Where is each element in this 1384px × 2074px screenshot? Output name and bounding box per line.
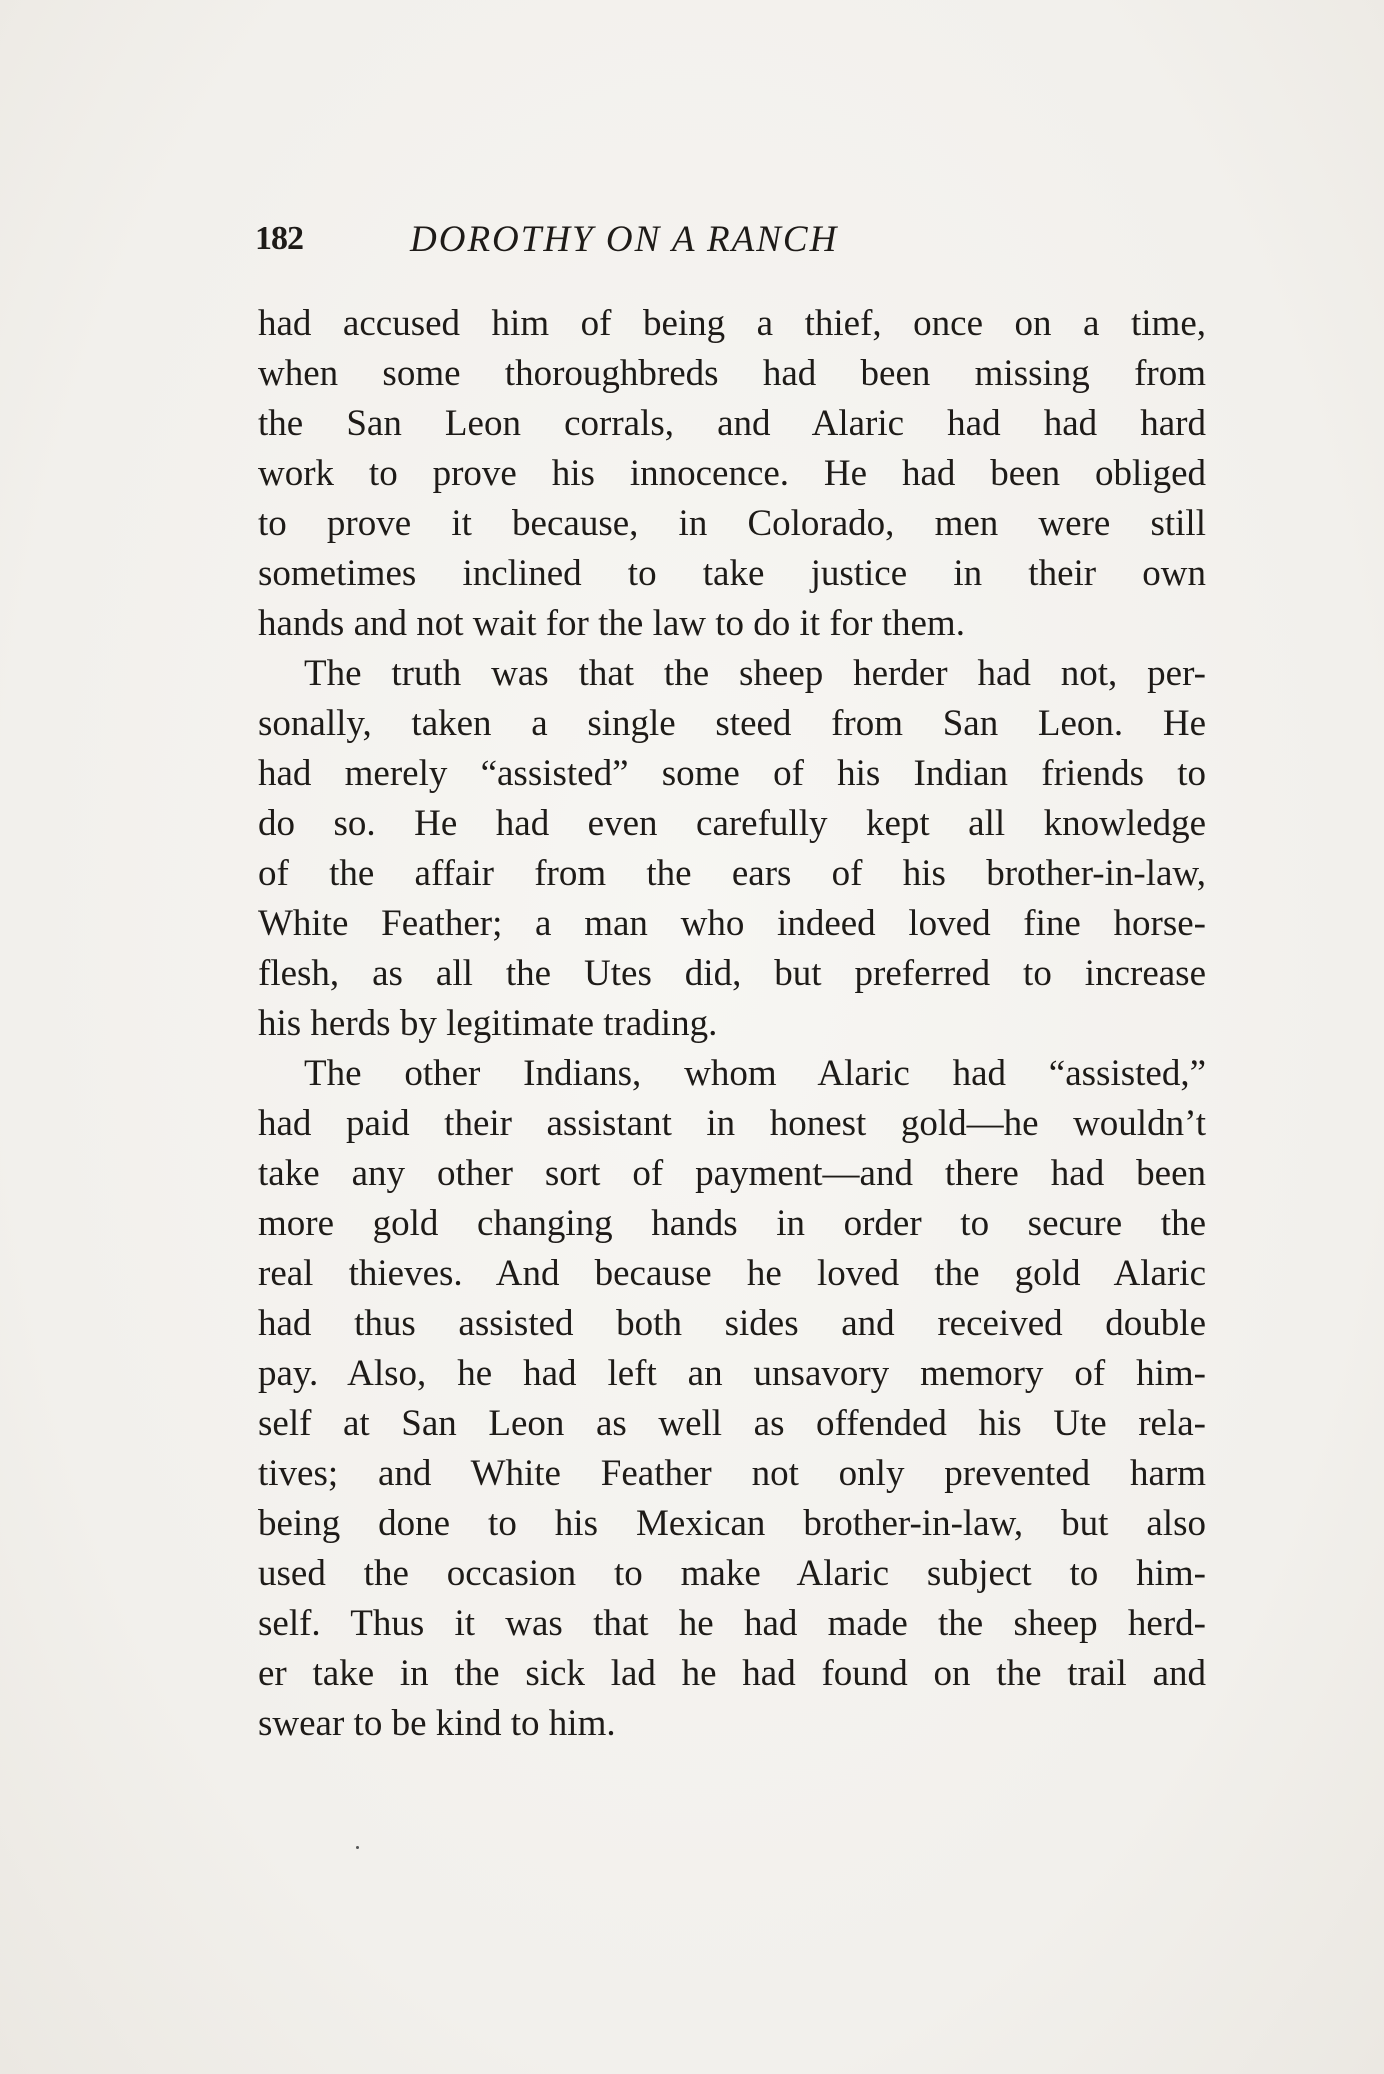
text-line: flesh, as all the Utes did, but preferred to increase xyxy=(258,953,1206,994)
text-line: hands and not wait for the law to do it for them. xyxy=(258,603,965,644)
page-number: 182 xyxy=(255,220,303,257)
text-line: more gold changing hands in order to secure the xyxy=(258,1203,1206,1244)
text-line: White Feather; a man who indeed loved fine horse- xyxy=(258,903,1206,944)
running-title: DOROTHY ON A RANCH xyxy=(410,219,839,260)
text-line: sometimes inclined to take justice in their own xyxy=(258,553,1206,594)
paragraph xyxy=(258,299,1206,649)
text-line: do so. He had even carefully kept all knowledge xyxy=(258,803,1206,844)
text-line: The other Indians, whom Alaric had “assisted,” xyxy=(304,1053,1206,1094)
text-line: had accused him of being a thief, once on a time, xyxy=(258,303,1206,344)
text-line: tives; and White Feather not only prevented harm xyxy=(258,1453,1206,1494)
text-line: self at San Leon as well as offended his Ute rela- xyxy=(258,1403,1206,1444)
text-line: had merely “assisted” some of his Indian friends to xyxy=(258,753,1206,794)
text-line: real thieves. And because he loved the gold Alaric xyxy=(258,1253,1206,1294)
text-line: had thus assisted both sides and received double xyxy=(258,1303,1206,1344)
text-line: The truth was that the sheep herder had not, per- xyxy=(304,653,1206,694)
text-line: the San Leon corrals, and Alaric had had hard xyxy=(258,403,1206,444)
text-line: of the affair from the ears of his brother-in-law, xyxy=(258,853,1206,894)
text-line: to prove it because, in Colorado, men were still xyxy=(258,503,1206,544)
text-line: sonally, taken a single steed from San Leon. He xyxy=(258,703,1206,744)
body-text xyxy=(258,299,1206,1749)
text-line: work to prove his innocence. He had been obliged xyxy=(258,453,1206,494)
text-line: take any other sort of payment—and there had been xyxy=(258,1153,1206,1194)
text-line: had paid their assistant in honest gold—he wouldn’t xyxy=(258,1103,1206,1144)
text-line: er take in the sick lad he had found on the trail and xyxy=(258,1653,1206,1694)
ink-speck xyxy=(356,1846,359,1849)
text-line: his herds by legitimate trading. xyxy=(258,1003,718,1044)
paragraph xyxy=(258,649,1206,1049)
text-line: pay. Also, he had left an unsavory memory of him- xyxy=(258,1353,1206,1394)
text-line: swear to be kind to him. xyxy=(258,1703,616,1744)
text-line: used the occasion to make Alaric subject to him- xyxy=(258,1553,1206,1594)
paragraph xyxy=(258,1049,1206,1749)
text-line: being done to his Mexican brother-in-law, but also xyxy=(258,1503,1206,1544)
text-line: when some thoroughbreds had been missing from xyxy=(258,353,1206,394)
page-header xyxy=(255,218,1215,278)
text-line: self. Thus it was that he had made the sheep herd- xyxy=(258,1603,1206,1644)
